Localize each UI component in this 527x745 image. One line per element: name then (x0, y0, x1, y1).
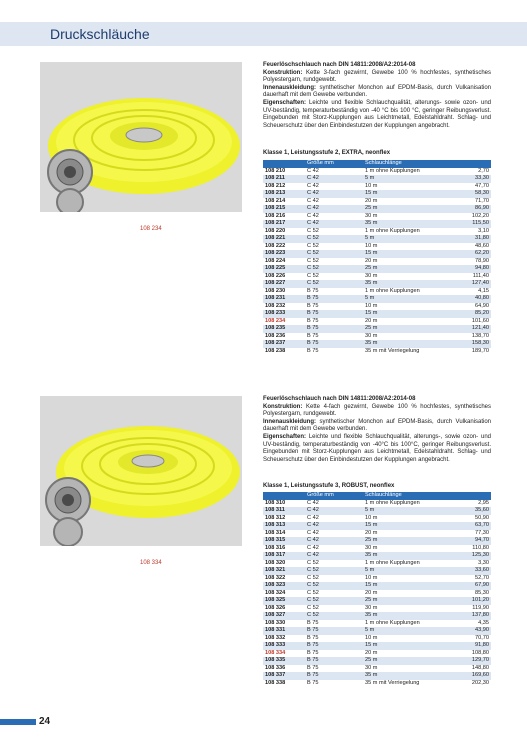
size-cell: C 42 (307, 544, 319, 551)
article-number: 108 320 (265, 559, 286, 566)
article-number: 108 327 (263, 612, 305, 620)
table-row (263, 205, 491, 213)
price-cell: 138,70 (471, 332, 489, 339)
table-row (263, 190, 491, 198)
table-row (263, 590, 491, 598)
table-row (263, 657, 491, 665)
article-number: 108 324 (265, 589, 286, 596)
page-title: Druckschläuche (50, 26, 150, 42)
length-cell: 35 m (363, 340, 455, 348)
description-eigenschaften: Eigenschaften: Leichte und flexible Schlauchqualität, alterungs-, sowie ozon- und UV-beständig, temperaturbeständig von -40°C bis 100°C, geringer Reibungsverlust. Eingebunden mit Storz-Kupplungen aus Leichtmetall, Edelstahldraht. Schlag- und Scheuerschutz über den Einbindestutzen der Kupplungen angebracht. (263, 433, 492, 463)
length-cell: 10 m (365, 514, 378, 521)
table-row (263, 612, 491, 620)
size-cell: C 52 (305, 567, 363, 575)
article-number: 108 230 (265, 287, 286, 294)
price-cell: 67,90 (455, 582, 491, 590)
article-number: 108 322 (265, 574, 286, 581)
price-cell: 70,70 (475, 634, 489, 641)
table-row (263, 560, 491, 568)
price-cell: 91,80 (455, 642, 491, 650)
size-cell: C 52 (307, 257, 319, 264)
page-number: 24 (39, 716, 51, 727)
article-number: 108 338 (265, 679, 286, 686)
price-cell: 78,90 (475, 257, 489, 264)
table-row (263, 273, 491, 281)
table-row (263, 333, 491, 341)
table-row (263, 545, 491, 553)
table-row (263, 552, 491, 560)
table-row (263, 605, 491, 613)
article-number: 108 234 (265, 317, 286, 324)
price-cell: 148,80 (471, 664, 489, 671)
price-cell: 86,90 (455, 205, 491, 213)
size-cell: B 75 (305, 295, 363, 303)
length-cell: 15 m (363, 190, 455, 198)
price-cell: 71,70 (475, 197, 489, 204)
article-number: 108 335 (263, 657, 305, 665)
price-cell: 202,30 (471, 679, 489, 686)
image-caption: 108 234 (140, 226, 162, 232)
table-row (263, 318, 491, 326)
size-cell: B 75 (305, 325, 363, 333)
size-cell: B 75 (307, 619, 319, 626)
article-number: 108 212 (265, 182, 286, 189)
size-cell: C 52 (307, 559, 319, 566)
description-innen: Innenauskleidung: synthetischer Monchon auf EPDM-Basis, durch Vulkanisation dauerhaft mit dem Gewebe verbunden. (263, 84, 492, 99)
price-cell: 47,70 (475, 182, 489, 189)
price-cell: 127,40 (455, 280, 491, 288)
price-cell: 85,20 (455, 310, 491, 318)
header-price (455, 160, 491, 168)
description-eigenschaften: Eigenschaften: Leichte und flexible Schlauchqualität, alterungs- sowie ozon- und UV-beständig, temperaturbeständig von -40 °C bis 100 °C, geringer Reibungsverlust. Eingebunden mit Storz-Kupplungen aus Leichtmetall, Edelstahldraht. Schlag- und Scheuerschutz über den Einbindestutzen der Kupplungen angebracht. (263, 99, 491, 129)
description-title: Feuerlöschschlauch nach DIN 14811:2008/A2:2014-08 (263, 396, 416, 402)
article-number: 108 337 (263, 672, 305, 680)
table-row (263, 620, 491, 628)
table-row (263, 243, 491, 251)
size-cell: C 42 (305, 537, 363, 545)
article-number: 108 317 (263, 552, 305, 560)
length-cell: 5 m (363, 175, 455, 183)
table-row (263, 213, 491, 221)
length-cell: 25 m (363, 657, 455, 665)
table-row (263, 228, 491, 236)
size-cell: B 75 (307, 664, 319, 671)
price-table (263, 160, 491, 355)
length-cell: 25 m (363, 325, 455, 333)
size-cell: C 42 (305, 507, 363, 515)
size-cell: B 75 (305, 657, 363, 665)
size-cell: C 52 (307, 272, 319, 279)
length-cell: 20 m (365, 257, 378, 264)
table-row (263, 310, 491, 318)
table-row (263, 168, 491, 176)
footer-bar (0, 719, 36, 725)
size-cell: C 52 (307, 589, 319, 596)
length-cell: 20 m (365, 529, 378, 536)
article-number: 108 325 (263, 597, 305, 605)
table-row (263, 288, 491, 296)
article-number: 108 211 (263, 175, 305, 183)
length-cell: 10 m (365, 182, 378, 189)
article-number: 108 227 (263, 280, 305, 288)
header-price (455, 492, 491, 500)
header-length: Schlauchlänge (363, 160, 455, 168)
article-number: 108 334 (265, 649, 286, 656)
length-cell: 30 m (365, 544, 378, 551)
price-cell: 64,90 (475, 302, 489, 309)
length-cell: 1 m ohne Kupplungen (365, 499, 420, 506)
length-cell: 35 m (363, 672, 455, 680)
article-number: 108 333 (263, 642, 305, 650)
length-cell: 35 m (363, 280, 455, 288)
size-cell: C 42 (305, 175, 363, 183)
price-cell: 63,70 (455, 522, 491, 530)
article-number: 108 312 (265, 514, 286, 521)
size-cell: B 75 (305, 310, 363, 318)
size-cell: C 42 (305, 205, 363, 213)
size-cell: C 42 (305, 220, 363, 228)
length-cell: 10 m (365, 242, 378, 249)
table-row (263, 220, 491, 228)
table-row (263, 522, 491, 530)
size-cell: B 75 (305, 672, 363, 680)
table-row (263, 635, 491, 643)
header-size: Größe mm (305, 160, 363, 168)
price-cell: 48,60 (475, 242, 489, 249)
article-number: 108 235 (263, 325, 305, 333)
length-cell: 5 m (363, 627, 455, 635)
header-size: Größe mm (305, 492, 363, 500)
price-cell: 125,30 (455, 552, 491, 560)
length-cell: 20 m (365, 589, 378, 596)
article-number: 108 223 (263, 250, 305, 258)
length-cell: 35 m mit Verriegelung (365, 679, 420, 686)
table-row (263, 280, 491, 288)
description-konstruktion: Konstruktion: Kette 3-fach gezwirnt, Gewebe 100 % hochfestes, synthetisches Polyestergarn, rundgewebt. (263, 69, 491, 84)
table-row (263, 582, 491, 590)
length-cell: 35 m (363, 552, 455, 560)
size-cell: C 52 (307, 604, 319, 611)
article-number: 108 210 (265, 167, 286, 174)
hose-reel-image (40, 62, 242, 212)
article-number: 108 226 (265, 272, 286, 279)
description-innen: Innenauskleidung: synthetischer Monchon auf EPDM-Basis, durch Vulkanisation dauerhaft mit dem Gewebe verbunden. (263, 418, 492, 433)
table-row (263, 507, 491, 515)
table-row (263, 672, 491, 680)
table-row (263, 250, 491, 258)
price-cell: 2,95 (478, 499, 489, 506)
size-cell: B 75 (307, 287, 319, 294)
price-cell: 115,50 (455, 220, 491, 228)
article-number: 108 336 (265, 664, 286, 671)
article-number: 108 214 (265, 197, 286, 204)
price-cell: 2,70 (478, 167, 489, 174)
table-row (263, 537, 491, 545)
size-cell: B 75 (305, 642, 363, 650)
size-cell: B 75 (307, 649, 319, 656)
article-number: 108 220 (265, 227, 286, 234)
size-cell: C 42 (305, 552, 363, 560)
price-cell: 62,20 (455, 250, 491, 258)
length-cell: 20 m (365, 317, 378, 324)
length-cell: 15 m (363, 522, 455, 530)
price-cell: 31,80 (455, 235, 491, 243)
length-cell: 35 m mit Verriegelung (365, 347, 420, 354)
header-length: Schlauchlänge (363, 492, 455, 500)
size-cell: C 42 (307, 514, 319, 521)
price-cell: 4,15 (478, 287, 489, 294)
table-row (263, 198, 491, 206)
price-cell: 85,30 (475, 589, 489, 596)
length-cell: 1 m ohne Kupplungen (365, 619, 420, 626)
article-number: 108 311 (263, 507, 305, 515)
length-cell: 5 m (363, 295, 455, 303)
price-cell: 189,70 (471, 347, 489, 354)
size-cell: C 42 (307, 167, 319, 174)
table-row (263, 258, 491, 266)
length-cell: 30 m (365, 604, 378, 611)
article-number: 108 332 (265, 634, 286, 641)
article-number: 108 215 (263, 205, 305, 213)
article-number: 108 232 (265, 302, 286, 309)
price-cell: 102,20 (471, 212, 489, 219)
article-number: 108 233 (263, 310, 305, 318)
table-row (263, 530, 491, 538)
article-number: 108 330 (265, 619, 286, 626)
hose-photo (40, 62, 242, 212)
length-cell: 10 m (365, 634, 378, 641)
size-cell: C 42 (305, 190, 363, 198)
table-row (263, 303, 491, 311)
length-cell: 1 m ohne Kupplungen (365, 167, 420, 174)
article-number: 108 310 (265, 499, 286, 506)
article-number: 108 217 (263, 220, 305, 228)
article-number: 108 313 (263, 522, 305, 530)
length-cell: 35 m (363, 612, 455, 620)
article-number: 108 331 (263, 627, 305, 635)
size-cell: C 52 (305, 250, 363, 258)
length-cell: 1 m ohne Kupplungen (365, 559, 420, 566)
length-cell: 25 m (363, 597, 455, 605)
table-row (263, 500, 491, 508)
length-cell: 1 m ohne Kupplungen (365, 287, 420, 294)
image-caption: 108 334 (140, 560, 162, 566)
length-cell: 10 m (365, 574, 378, 581)
price-cell: 111,40 (472, 272, 489, 279)
article-number: 108 213 (263, 190, 305, 198)
length-cell: 5 m (363, 235, 455, 243)
size-cell: C 42 (307, 197, 319, 204)
table-row (263, 265, 491, 273)
header-article (263, 492, 305, 500)
price-cell: 101,60 (471, 317, 489, 324)
price-cell: 52,70 (475, 574, 489, 581)
price-cell: 50,90 (475, 514, 489, 521)
price-cell: 158,30 (455, 340, 491, 348)
hose-photo (40, 396, 242, 546)
size-cell: C 42 (307, 182, 319, 189)
article-number: 108 316 (265, 544, 286, 551)
price-cell: 43,90 (455, 627, 491, 635)
size-cell: B 75 (307, 679, 319, 686)
length-cell: 15 m (363, 642, 455, 650)
price-cell: 35,60 (455, 507, 491, 515)
size-cell: C 52 (307, 242, 319, 249)
size-cell: B 75 (307, 302, 319, 309)
article-number: 108 238 (265, 347, 286, 354)
size-cell: C 52 (305, 582, 363, 590)
table-row (263, 348, 491, 356)
price-table (263, 492, 491, 687)
product-description (263, 62, 491, 130)
price-cell: 137,80 (455, 612, 491, 620)
table-row (263, 515, 491, 523)
description-konstruktion: Konstruktion: Kette 4-fach gezwirnt, Gewebe 100 % hochfestes, synthetisches Polyestergarn, rundgewebt. (263, 403, 491, 418)
price-cell: 169,60 (455, 672, 491, 680)
table-row (263, 183, 491, 191)
table-row (263, 680, 491, 688)
table-row (263, 597, 491, 605)
length-cell: 25 m (363, 265, 455, 273)
article-number: 108 224 (265, 257, 286, 264)
price-cell: 33,60 (455, 567, 491, 575)
size-cell: C 42 (305, 522, 363, 530)
table-row (263, 295, 491, 303)
length-cell: 5 m (363, 507, 455, 515)
class-title: Klasse 1, Leistungsstufe 3, ROBUST, neonflex (263, 483, 395, 489)
table-row (263, 650, 491, 658)
table-row (263, 665, 491, 673)
size-cell: C 42 (307, 529, 319, 536)
table-row (263, 175, 491, 183)
size-cell: C 52 (305, 612, 363, 620)
hose-reel-image (40, 396, 242, 546)
article-number: 108 231 (263, 295, 305, 303)
size-cell: C 52 (307, 227, 319, 234)
price-cell: 33,30 (455, 175, 491, 183)
article-number: 108 225 (263, 265, 305, 273)
size-cell: C 52 (305, 280, 363, 288)
length-cell: 5 m (363, 567, 455, 575)
length-cell: 20 m (365, 197, 378, 204)
description-title: Feuerlöschschlauch nach DIN 14811:2008/A2:2014-08 (263, 62, 416, 68)
price-cell: 119,90 (472, 604, 489, 611)
article-number: 108 221 (263, 235, 305, 243)
size-cell: B 75 (307, 347, 319, 354)
length-cell: 15 m (363, 582, 455, 590)
article-number: 108 323 (263, 582, 305, 590)
length-cell: 10 m (365, 302, 378, 309)
price-cell: 129,70 (455, 657, 491, 665)
header-article (263, 160, 305, 168)
length-cell: 15 m (363, 250, 455, 258)
length-cell: 15 m (363, 310, 455, 318)
price-cell: 110,80 (472, 544, 489, 551)
size-cell: C 52 (305, 235, 363, 243)
table-row (263, 575, 491, 583)
price-cell: 121,40 (455, 325, 491, 333)
length-cell: 20 m (365, 649, 378, 656)
article-number: 108 315 (263, 537, 305, 545)
class-title: Klasse 1, Leistungsstufe 2, EXTRA, neonflex (263, 150, 391, 156)
table-row (263, 235, 491, 243)
article-number: 108 222 (265, 242, 286, 249)
size-cell: B 75 (307, 317, 319, 324)
size-cell: C 52 (305, 265, 363, 273)
article-number: 108 321 (263, 567, 305, 575)
table-row (263, 627, 491, 635)
table-row (263, 340, 491, 348)
size-cell: B 75 (305, 340, 363, 348)
size-cell: B 75 (307, 332, 319, 339)
table-row (263, 325, 491, 333)
size-cell: C 42 (307, 499, 319, 506)
price-cell: 3,30 (478, 559, 489, 566)
price-cell: 94,80 (455, 265, 491, 273)
price-cell: 108,80 (471, 649, 489, 656)
article-number: 108 216 (265, 212, 286, 219)
price-cell: 77,30 (475, 529, 489, 536)
size-cell: B 75 (305, 627, 363, 635)
page-header (0, 22, 527, 46)
article-number: 108 314 (265, 529, 286, 536)
length-cell: 30 m (365, 664, 378, 671)
table-row (263, 567, 491, 575)
price-cell: 3,10 (478, 227, 489, 234)
size-cell: C 52 (305, 597, 363, 605)
length-cell: 25 m (363, 205, 455, 213)
table-header (263, 492, 491, 500)
table-header (263, 160, 491, 168)
table-row (263, 642, 491, 650)
length-cell: 35 m (363, 220, 455, 228)
article-number: 108 236 (265, 332, 286, 339)
article-number: 108 326 (265, 604, 286, 611)
size-cell: B 75 (307, 634, 319, 641)
product-description (263, 396, 491, 464)
article-number: 108 237 (263, 340, 305, 348)
price-cell: 40,80 (455, 295, 491, 303)
length-cell: 30 m (365, 332, 378, 339)
length-cell: 30 m (365, 272, 378, 279)
size-cell: C 52 (307, 574, 319, 581)
price-cell: 101,20 (455, 597, 491, 605)
length-cell: 30 m (365, 212, 378, 219)
size-cell: C 42 (307, 212, 319, 219)
length-cell: 25 m (363, 537, 455, 545)
price-cell: 94,70 (455, 537, 491, 545)
length-cell: 1 m ohne Kupplungen (365, 227, 420, 234)
price-cell: 4,35 (478, 619, 489, 626)
price-cell: 58,30 (455, 190, 491, 198)
